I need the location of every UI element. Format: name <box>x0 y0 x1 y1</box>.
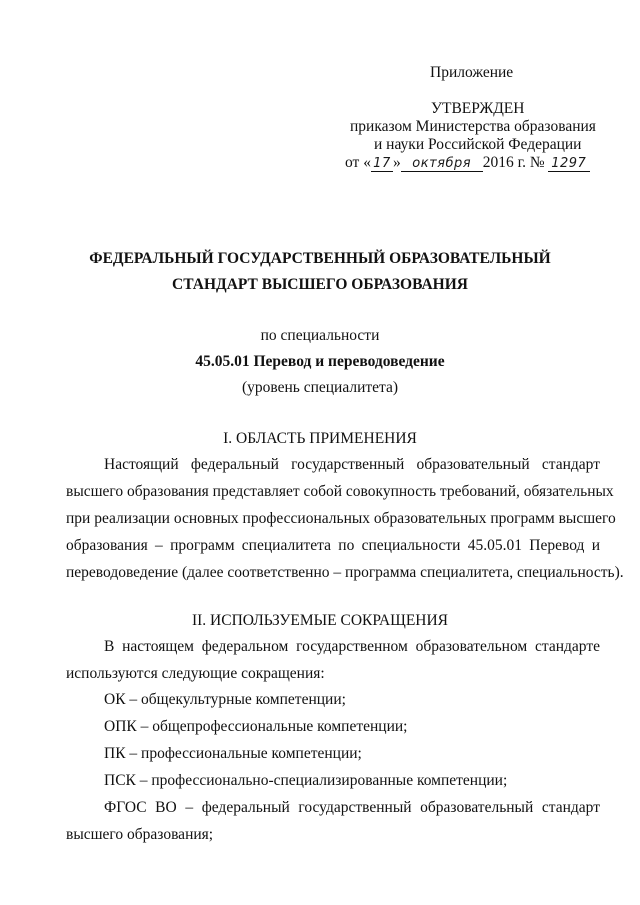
date-prefix: от « <box>345 154 371 171</box>
section-1-line-1: Настоящий федеральный государственный образовательный стандарт <box>104 456 600 473</box>
abbrev-item-ok: ОК – общекультурные компетенции; <box>104 691 346 708</box>
title-line-1: ФЕДЕРАЛЬНЫЙ ГОСУДАРСТВЕННЫЙ ОБРАЗОВАТЕЛЬНЫЙ <box>89 250 551 267</box>
section-2-intro-line-1: В настоящем федеральном государственном образовательном стандарте <box>104 638 600 655</box>
section-1-line-2: высшего образования представляет собой совокупность требований, обязательных <box>66 483 614 500</box>
order-date-line <box>345 154 590 172</box>
approved-label: УТВЕРЖДЕН <box>431 100 525 117</box>
specialty-name: 45.05.01 Перевод и переводоведение <box>195 353 445 370</box>
specialty-level: (уровень специалитета) <box>241 379 399 396</box>
section-1-line-5: переводоведение (далее соответственно – программа специалитета, специальность). <box>66 564 624 581</box>
date-month-handwritten: октября <box>412 156 472 171</box>
section-2-heading: II. ИСПОЛЬЗУЕМЫЕ СОКРАЩЕНИЯ <box>191 612 449 629</box>
section-1-line-4: образования – программ специалитета по специальности 45.05.01 Перевод и <box>66 537 600 554</box>
abbrev-item-psk: ПСК – профессионально-специализированные компетенции; <box>104 772 508 789</box>
annex-label: Приложение <box>430 64 514 81</box>
section-1-heading: I. ОБЛАСТЬ ПРИМЕНЕНИЯ <box>223 430 417 447</box>
order-line-2: и науки Российской Федерации <box>374 136 582 153</box>
abbrev-item-fgos-line-2: высшего образования; <box>66 826 214 843</box>
order-number-handwritten: 1297 <box>551 156 587 171</box>
specialty-prefix: по специальности <box>260 327 380 344</box>
order-line-1: приказом Министерства образования <box>350 118 596 135</box>
section-1-line-3: при реализации основных профессиональных образовательных программ высшего <box>66 510 616 527</box>
abbrev-item-pk: ПК – профессиональные компетенции; <box>104 745 362 762</box>
section-2-intro-line-2: используются следующие сокращения: <box>66 665 325 682</box>
title-line-2: СТАНДАРТ ВЫСШЕГО ОБРАЗОВАНИЯ <box>172 276 468 293</box>
date-day-handwritten: 17 <box>373 156 391 171</box>
date-year: 2016 г. № <box>482 154 545 171</box>
abbrev-item-fgos-line-1: ФГОС ВО – федеральный государственный образовательный стандарт <box>104 799 600 816</box>
date-mid: » <box>392 154 401 171</box>
abbrev-item-opk: ОПК – общепрофессиональные компетенции; <box>104 718 408 735</box>
